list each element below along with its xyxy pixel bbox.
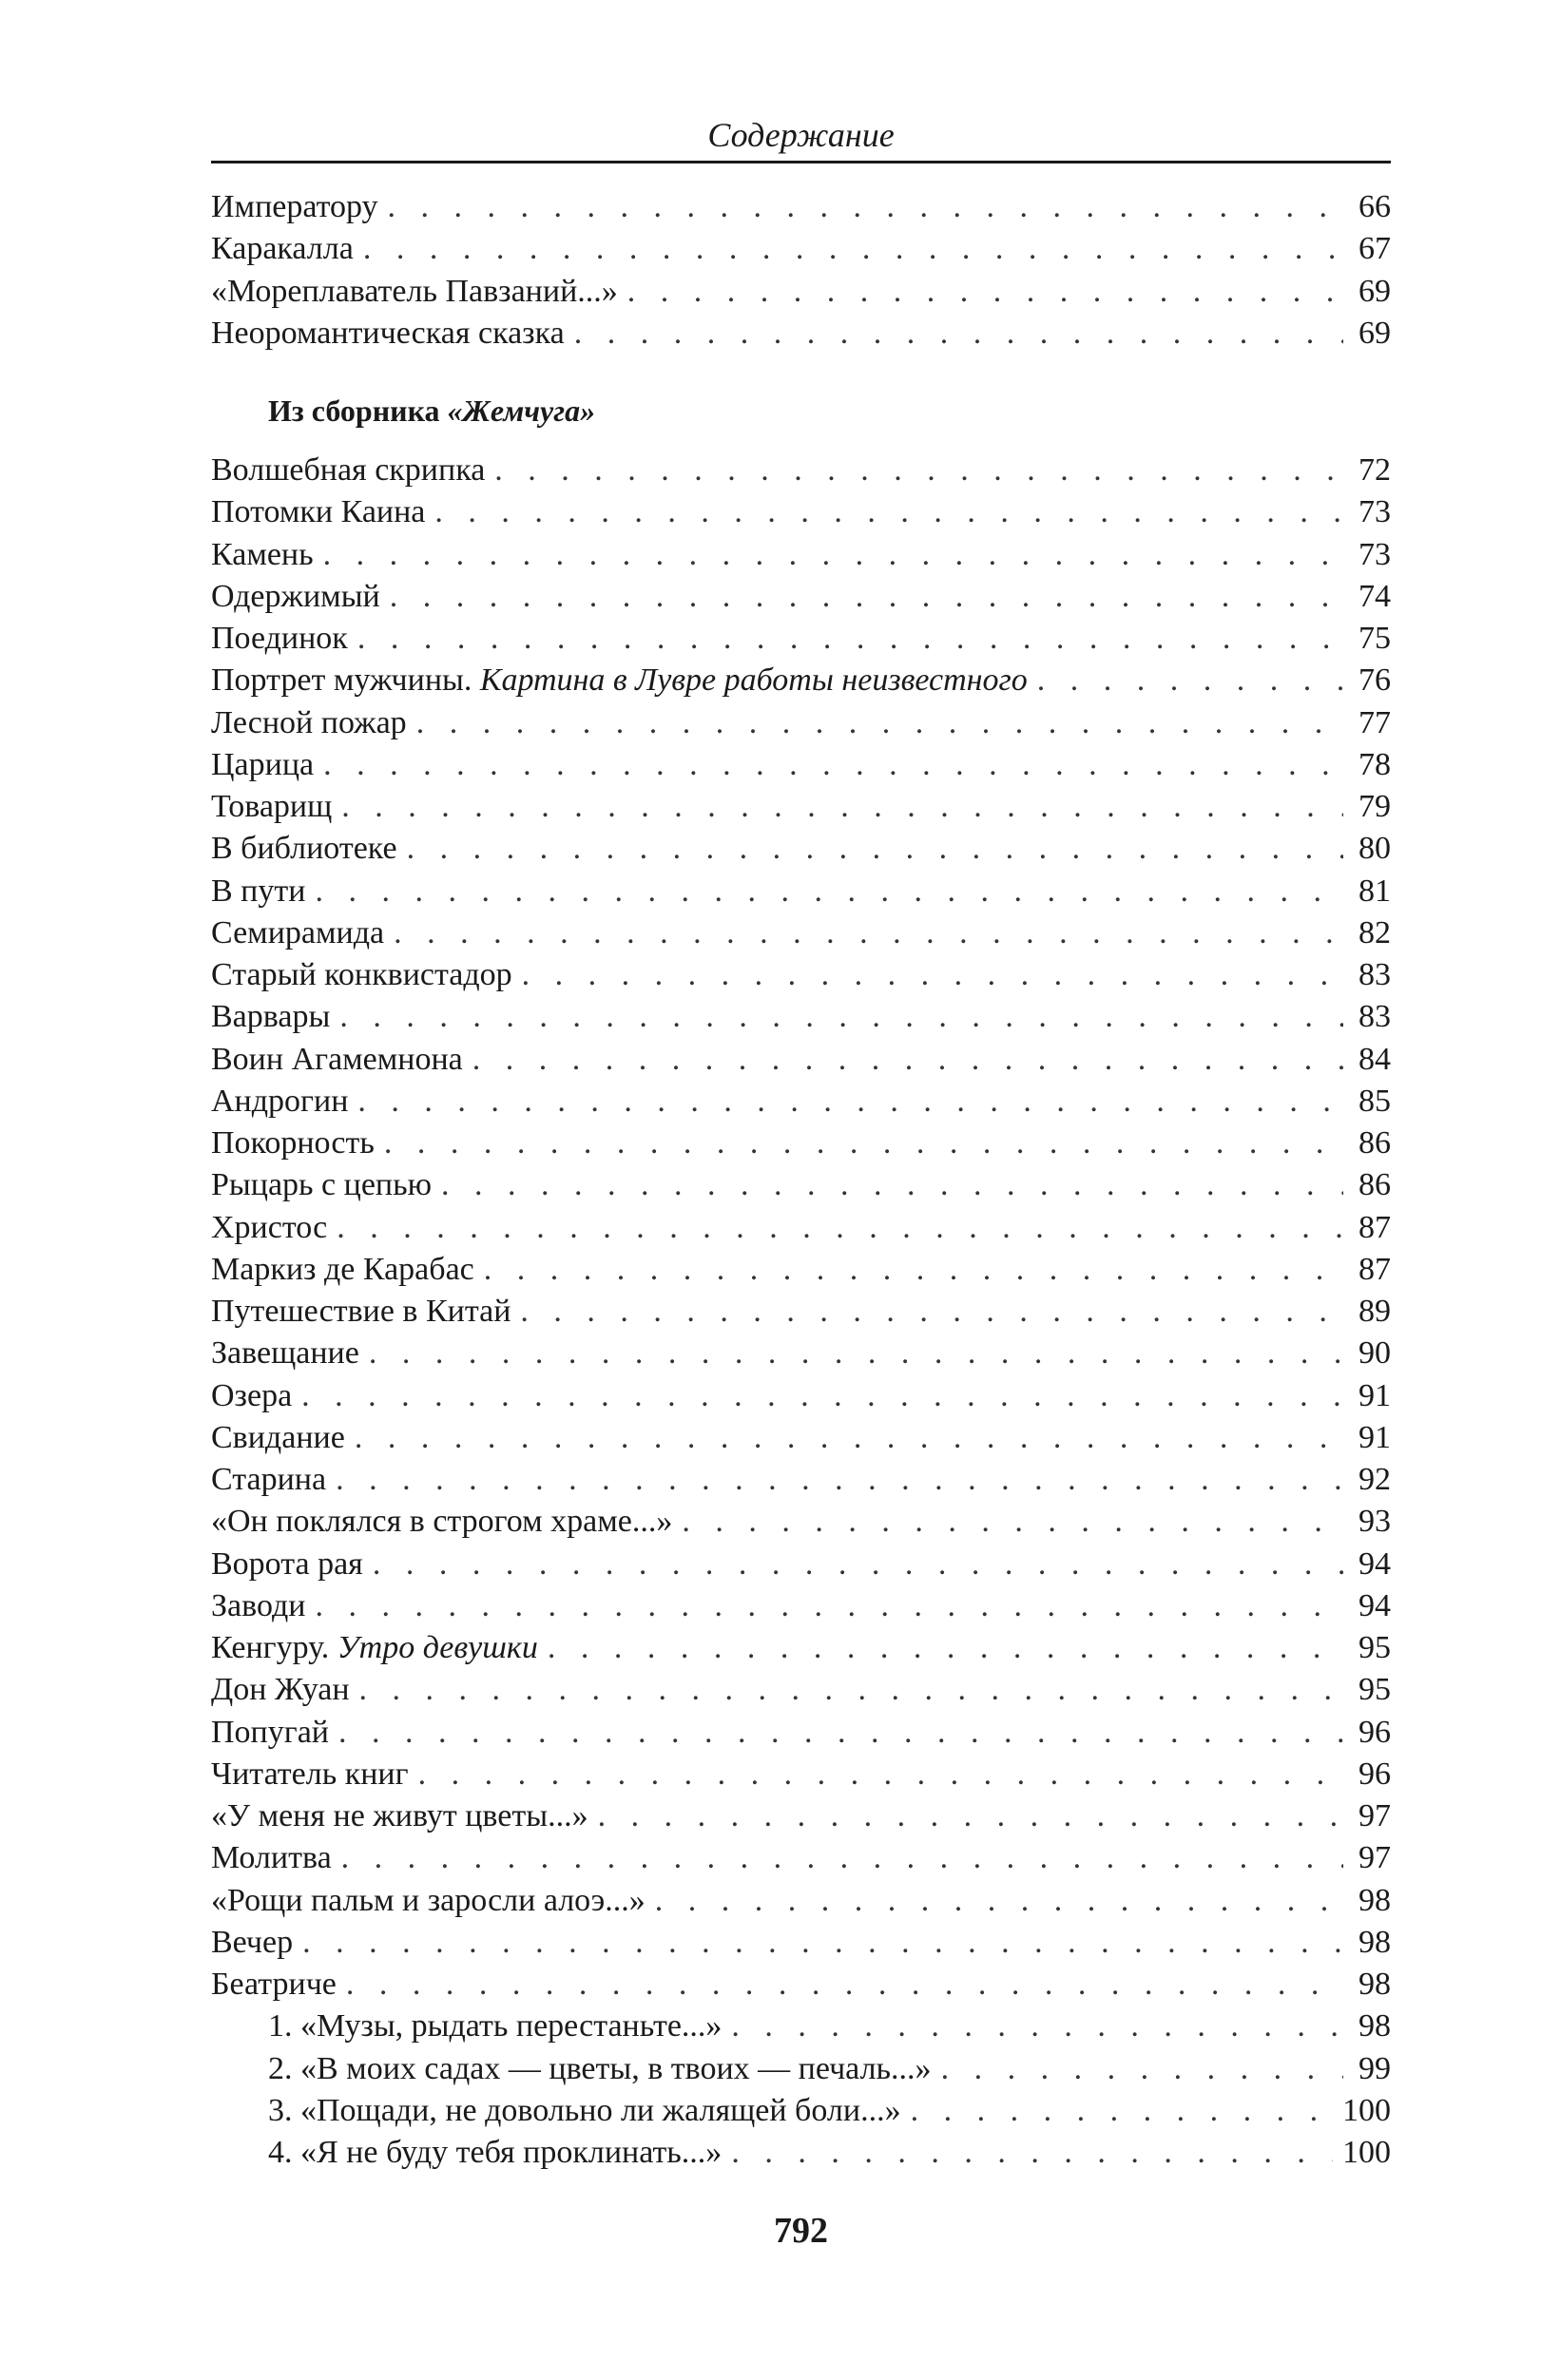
toc-entry-title [211,450,485,491]
toc-entry-title-text: Завещание [211,1335,359,1372]
toc-entry-title [268,2132,722,2174]
toc-entry-title-text: Вечер [211,1924,294,1960]
toc-subentry [211,2132,1391,2174]
toc-entry [211,1123,1391,1164]
dot-leader [520,1291,1343,1333]
toc-entry-page: 76 [1359,662,1391,699]
toc-entry-title [211,1291,511,1333]
toc-entry-title-text: Царица [211,746,315,782]
toc-entry-title-text: Свидание [211,1419,345,1455]
toc-entry-page: 94 [1359,1587,1391,1623]
toc-entry [211,491,1391,533]
toc-entry-title-text: «Рощи пальм и заросли алоэ...» [211,1882,646,1918]
toc-entry-title [211,1837,332,1879]
toc-entry [211,1249,1391,1291]
toc-entry-title [211,1375,292,1417]
dot-leader [1037,660,1343,701]
header-rule [211,161,1391,163]
toc-entry [211,1291,1391,1333]
toc-entry-title [211,1501,672,1543]
page-number: 792 [774,2211,828,2251]
dot-leader [522,954,1343,996]
dot-leader [416,702,1343,744]
toc-entry [211,912,1391,954]
toc-entry-title-text: В пути [211,873,306,909]
toc-entry-page: 83 [1359,999,1391,1035]
toc-entry-title-text: Неоромантическая сказка [211,315,565,351]
toc-entry [211,954,1391,996]
toc-entry-title [211,1081,348,1123]
toc-entry [211,1039,1391,1081]
toc-entry-page: 67 [1359,231,1391,267]
toc-entry-title-text: Путешествие в Китай [211,1294,511,1329]
toc-entry-page: 98 [1359,1967,1391,2002]
toc-entry-title [211,1964,337,2006]
toc-entry-page: 84 [1359,1041,1391,1077]
dot-leader [323,534,1343,576]
toc-entry-page: 95 [1359,1630,1391,1665]
toc-entry [211,1712,1391,1754]
toc-entry-subtitle: Утро девушки [337,1630,538,1665]
toc-entry-page: 92 [1359,1462,1391,1497]
toc-entry-title [211,1039,463,1081]
dot-leader [731,2132,1333,2174]
toc-entry-title-text: 2. «В моих садах — цветы, в твоих — печаль...» [268,2050,932,2086]
toc-entry-title-text: Одержимый [211,578,380,614]
dot-leader [484,1249,1343,1291]
toc-entry [211,1207,1391,1249]
toc-entry-title [211,828,397,870]
dot-leader [338,1712,1343,1754]
toc-entry-page: 86 [1359,1167,1391,1203]
toc-entry [211,1837,1391,1879]
toc-entry [211,828,1391,870]
toc-entry-title [211,228,354,270]
running-head: Содержание [707,116,895,154]
dot-leader [494,450,1343,491]
toc-entry-title [211,1417,345,1459]
toc-entry-title-text: Заводи [211,1587,306,1623]
toc-entry-page: 93 [1359,1504,1391,1540]
toc-entry-page: 75 [1359,621,1391,656]
toc-entry-title-text: Кенгуру. [211,1630,330,1665]
toc-entry-subtitle: Картина в Лувре работы неизвестного [479,662,1028,699]
toc-entry-page: 86 [1359,1125,1391,1161]
toc-entry-title [268,2048,932,2090]
section-heading-name: «Жемчуга» [447,393,596,428]
toc-subentry [211,2006,1391,2047]
toc-entry-title-text: Варвары [211,999,331,1035]
toc-entry-title-text: Семирамида [211,914,385,950]
toc-entry-title-text: 4. «Я не буду тебя проклинать...» [268,2135,723,2170]
toc-entry-title [211,534,314,576]
toc-entry-title [211,313,565,355]
toc-entry [211,534,1391,576]
toc-entry-title [211,1164,432,1206]
toc-entry-page: 66 [1359,189,1391,224]
toc-entry-page: 100 [1342,2135,1391,2170]
toc-entry-title-text: Камень [211,536,314,572]
dot-leader [357,1081,1343,1123]
dot-leader [301,1375,1343,1417]
toc-entry-title-text: «У меня не живут цветы...» [211,1798,588,1833]
toc-entry [211,450,1391,491]
toc-entry-title [211,912,384,954]
toc-entry-page: 69 [1359,315,1391,351]
toc-list-main [211,450,1391,2174]
toc-entry [211,1627,1391,1669]
toc-entry-title [211,1459,326,1501]
toc-entry-page: 100 [1342,2092,1391,2128]
toc-entry-title-text: Покорность [211,1125,375,1161]
toc-entry [211,576,1391,618]
toc-entry-page: 78 [1359,746,1391,782]
dot-leader [373,1544,1343,1585]
toc-entry [211,313,1391,355]
toc-entry [211,1333,1391,1374]
dot-leader [911,2090,1333,2132]
toc-entry-title [211,271,618,313]
dot-leader [357,618,1343,660]
toc-entry-page: 83 [1359,957,1391,992]
toc-entry-title [211,702,407,744]
toc-entry-title-text: В библиотеке [211,831,397,867]
toc-entry [211,786,1391,828]
toc-entry [211,186,1391,228]
toc-entry-title [211,1880,646,1922]
toc-subentry [211,2048,1391,2090]
toc-entry-title-text: Читатель книг [211,1756,409,1792]
dot-leader [574,313,1343,355]
toc-entry-title [211,1669,350,1711]
toc-entry-title-text: Андрогин [211,1083,349,1119]
toc-entry-title-text: 3. «Пощади, не довольно ли жалящей боли...» [268,2092,901,2128]
toc-entry-page: 74 [1359,578,1391,614]
dot-leader [315,871,1343,912]
toc-entry-title [211,996,330,1038]
toc-entry-title-text: Попугай [211,1714,329,1750]
dot-leader [441,1164,1343,1206]
toc-subentry [211,2090,1391,2132]
toc-entry [211,996,1391,1038]
toc-entry-title-text: «Мореплаватель Павзаний...» [211,273,618,309]
toc-entry-page: 90 [1359,1335,1391,1372]
toc-entry [211,1544,1391,1585]
dot-leader [548,1627,1343,1669]
toc-entry-page: 95 [1359,1672,1391,1708]
toc-entry-title [211,1585,305,1627]
toc-entry [211,1417,1391,1459]
toc-entry-title-text: Потомки Каина [211,494,426,530]
dot-leader [598,1795,1343,1837]
toc-entry [211,1669,1391,1711]
toc-entry-title-text: Воин Агамемнона [211,1041,463,1077]
toc-entry-title-text: Озера [211,1377,293,1413]
toc-entry-title-text: Каракалла [211,231,354,267]
dot-leader [394,912,1343,954]
section-heading [268,390,595,432]
toc-entry-title-text: 1. «Музы, рыдать перестаньте...» [268,2008,723,2044]
dot-leader [627,271,1343,313]
toc-entry-title-text: Христос [211,1209,328,1245]
toc-entry-title-text: Поединок [211,621,348,656]
toc-entry-page: 87 [1359,1251,1391,1287]
toc-entry-title [211,1627,538,1669]
toc-entry-page: 96 [1359,1756,1391,1792]
toc-entry-page: 98 [1359,1924,1391,1960]
toc-entry-page: 89 [1359,1294,1391,1329]
toc-entry [211,618,1391,660]
dot-leader [941,2048,1343,2090]
toc-entry-title [211,1754,409,1795]
toc-entry-title [268,2006,722,2047]
dot-leader [346,1964,1343,2006]
toc-entry-page: 91 [1359,1377,1391,1413]
toc-entry-title-text: Маркиз де Карабас [211,1251,474,1287]
dot-leader [369,1333,1343,1374]
toc-entry-title [211,1207,327,1249]
toc-entry-title [211,1712,329,1754]
toc-entry-title-text: Лесной пожар [211,704,407,740]
toc-entry-title-text: Старина [211,1462,327,1497]
toc-entry-page: 87 [1359,1209,1391,1245]
toc-entry [211,744,1391,786]
toc-entry-title [211,660,1028,701]
toc-entry [211,1375,1391,1417]
toc-entry-title [211,1123,375,1164]
toc-entry-title-text: Ворота рая [211,1545,363,1582]
dot-leader [731,2006,1343,2047]
toc-entry-title [268,2090,901,2132]
toc-entry-page: 91 [1359,1419,1391,1455]
toc-entry-page: 72 [1359,452,1391,488]
toc-entry [211,1081,1391,1123]
toc-entry-page: 96 [1359,1714,1391,1750]
dot-leader [363,228,1343,270]
dot-leader [359,1669,1343,1711]
toc-entry [211,228,1391,270]
toc-entry [211,660,1391,701]
toc-entry-title-text: Товарищ [211,789,333,824]
toc-entry-page: 98 [1359,1882,1391,1918]
toc-entry-page: 79 [1359,789,1391,824]
dot-leader [341,1837,1343,1879]
toc-entry-page: 69 [1359,273,1391,309]
toc-entry [211,702,1391,744]
toc-entry-title-text: Портрет мужчины. [211,662,472,699]
toc-entry-title-text: Старый конквистадор [211,957,512,992]
toc-entry-title-text: Волшебная скрипка [211,452,486,488]
dot-leader [336,1459,1343,1501]
dot-leader [323,744,1343,786]
toc-entry-title [211,1795,588,1837]
toc-entry-page: 85 [1359,1083,1391,1119]
toc-entry-title [211,954,512,996]
dot-leader [434,491,1343,533]
toc-entry [211,271,1391,313]
dot-leader [407,828,1343,870]
toc-entry [211,1922,1391,1964]
toc-entry [211,1501,1391,1543]
toc-entry-title [211,1922,293,1964]
dot-leader [384,1123,1343,1164]
toc-entry-page: 77 [1359,704,1391,740]
toc-entry-page: 97 [1359,1840,1391,1876]
toc-entry-title [211,186,378,228]
toc-entry-title [211,576,380,618]
dot-leader [390,576,1343,618]
toc-entry-title [211,744,314,786]
toc-entry-page: 80 [1359,831,1391,867]
toc-entry [211,1164,1391,1206]
toc-entry-title [211,491,425,533]
section-heading-prefix: Из сборника [268,393,448,428]
toc-entry-title [211,1333,359,1374]
dot-leader [655,1880,1343,1922]
toc-entry-title-text: Императору [211,189,378,224]
toc-entry-page: 73 [1359,536,1391,572]
toc-entry-page: 94 [1359,1545,1391,1582]
dot-leader [339,996,1343,1038]
toc-entry [211,871,1391,912]
toc-entry [211,1585,1391,1627]
toc-entry-title-text: Молитва [211,1840,332,1876]
toc-entry-title [211,1249,474,1291]
toc-entry-page: 73 [1359,494,1391,530]
dot-leader [315,1585,1343,1627]
toc-entry [211,1880,1391,1922]
toc-entry [211,1964,1391,2006]
toc-entry-page: 81 [1359,873,1391,909]
dot-leader [472,1039,1343,1081]
toc-entry-title [211,871,305,912]
dot-leader [302,1922,1343,1964]
dot-leader [682,1501,1343,1543]
toc-entry-title [211,1544,363,1585]
toc-entry-page: 99 [1359,2050,1391,2086]
dot-leader [418,1754,1343,1795]
toc-entry [211,1795,1391,1837]
toc-entry-page: 82 [1359,914,1391,950]
dot-leader [337,1207,1343,1249]
toc-entry-title-text: Рыцарь с цепью [211,1167,433,1203]
toc-entry [211,1754,1391,1795]
toc-entry [211,1459,1391,1501]
toc-entry-title-text: Беатриче [211,1967,337,2002]
toc-entry-title-text: «Он поклялся в строгом храме...» [211,1504,673,1540]
toc-entry-page: 98 [1359,2008,1391,2044]
toc-entry-page: 97 [1359,1798,1391,1833]
toc-list-before-section [211,186,1391,355]
dot-leader [388,186,1343,228]
dot-leader [355,1417,1343,1459]
toc-entry-title [211,786,332,828]
dot-leader [341,786,1343,828]
toc-entry-title [211,618,348,660]
toc-entry-title-text: Дон Жуан [211,1672,350,1708]
